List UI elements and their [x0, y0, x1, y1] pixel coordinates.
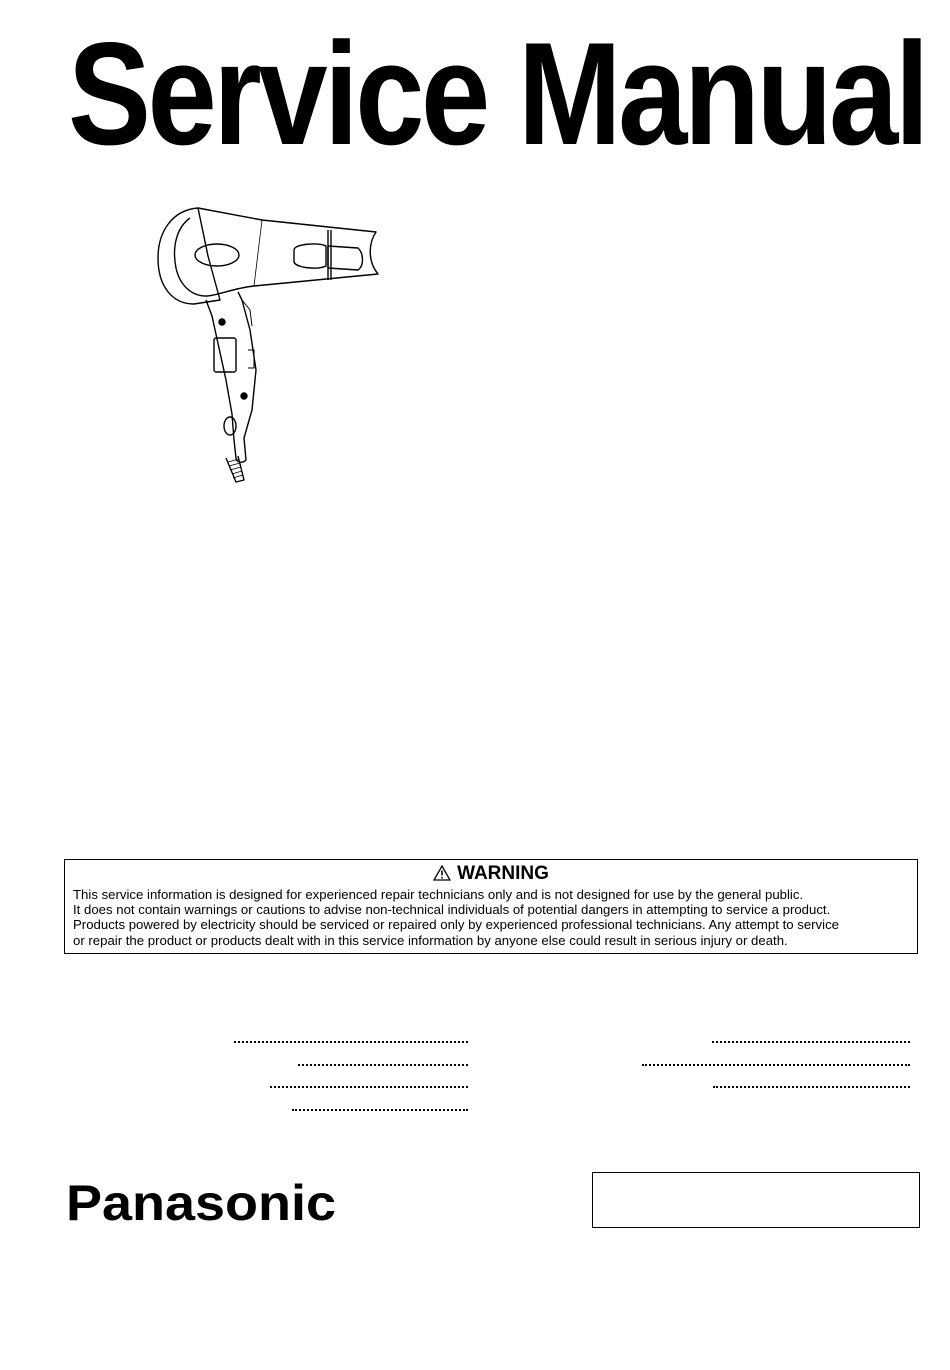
toc-leader-line: [270, 1086, 468, 1088]
warning-triangle-icon: [433, 865, 451, 887]
warning-line: or repair the product or products dealt with in this service information by anyone else could result in serious injury or death.: [73, 932, 788, 948]
warning-line: This service information is designed for experienced repair technicians only and is not designed for use by the general public.: [73, 887, 804, 902]
toc-leader-line: [642, 1064, 910, 1066]
warning-line: Products powered by electricity should be serviced or repaired only by experienced professional technicians. Any attempt to service: [73, 917, 840, 933]
toc-leader-line: [292, 1109, 468, 1111]
page-title: [62, 22, 932, 162]
toc-leader-line: [712, 1041, 910, 1043]
order-number-box: [592, 1172, 920, 1228]
title-text: Service Manual: [68, 22, 926, 162]
warning-heading: [65, 863, 917, 887]
warning-heading-text: WARNING: [457, 863, 549, 884]
toc-leader-line: [713, 1086, 910, 1088]
brand-logo: [66, 1176, 338, 1230]
toc-leader-line: [234, 1041, 468, 1043]
warning-line: It does not contain warnings or cautions to advise non-technical individuals of potential dangers in attempting to service a product.: [73, 902, 831, 918]
brand-name: Panasonic: [66, 1176, 336, 1230]
title-graphic: [62, 22, 932, 162]
warning-box: [64, 859, 918, 954]
hair-dryer-illustration: [150, 200, 390, 490]
toc-leader-line: [298, 1064, 468, 1066]
